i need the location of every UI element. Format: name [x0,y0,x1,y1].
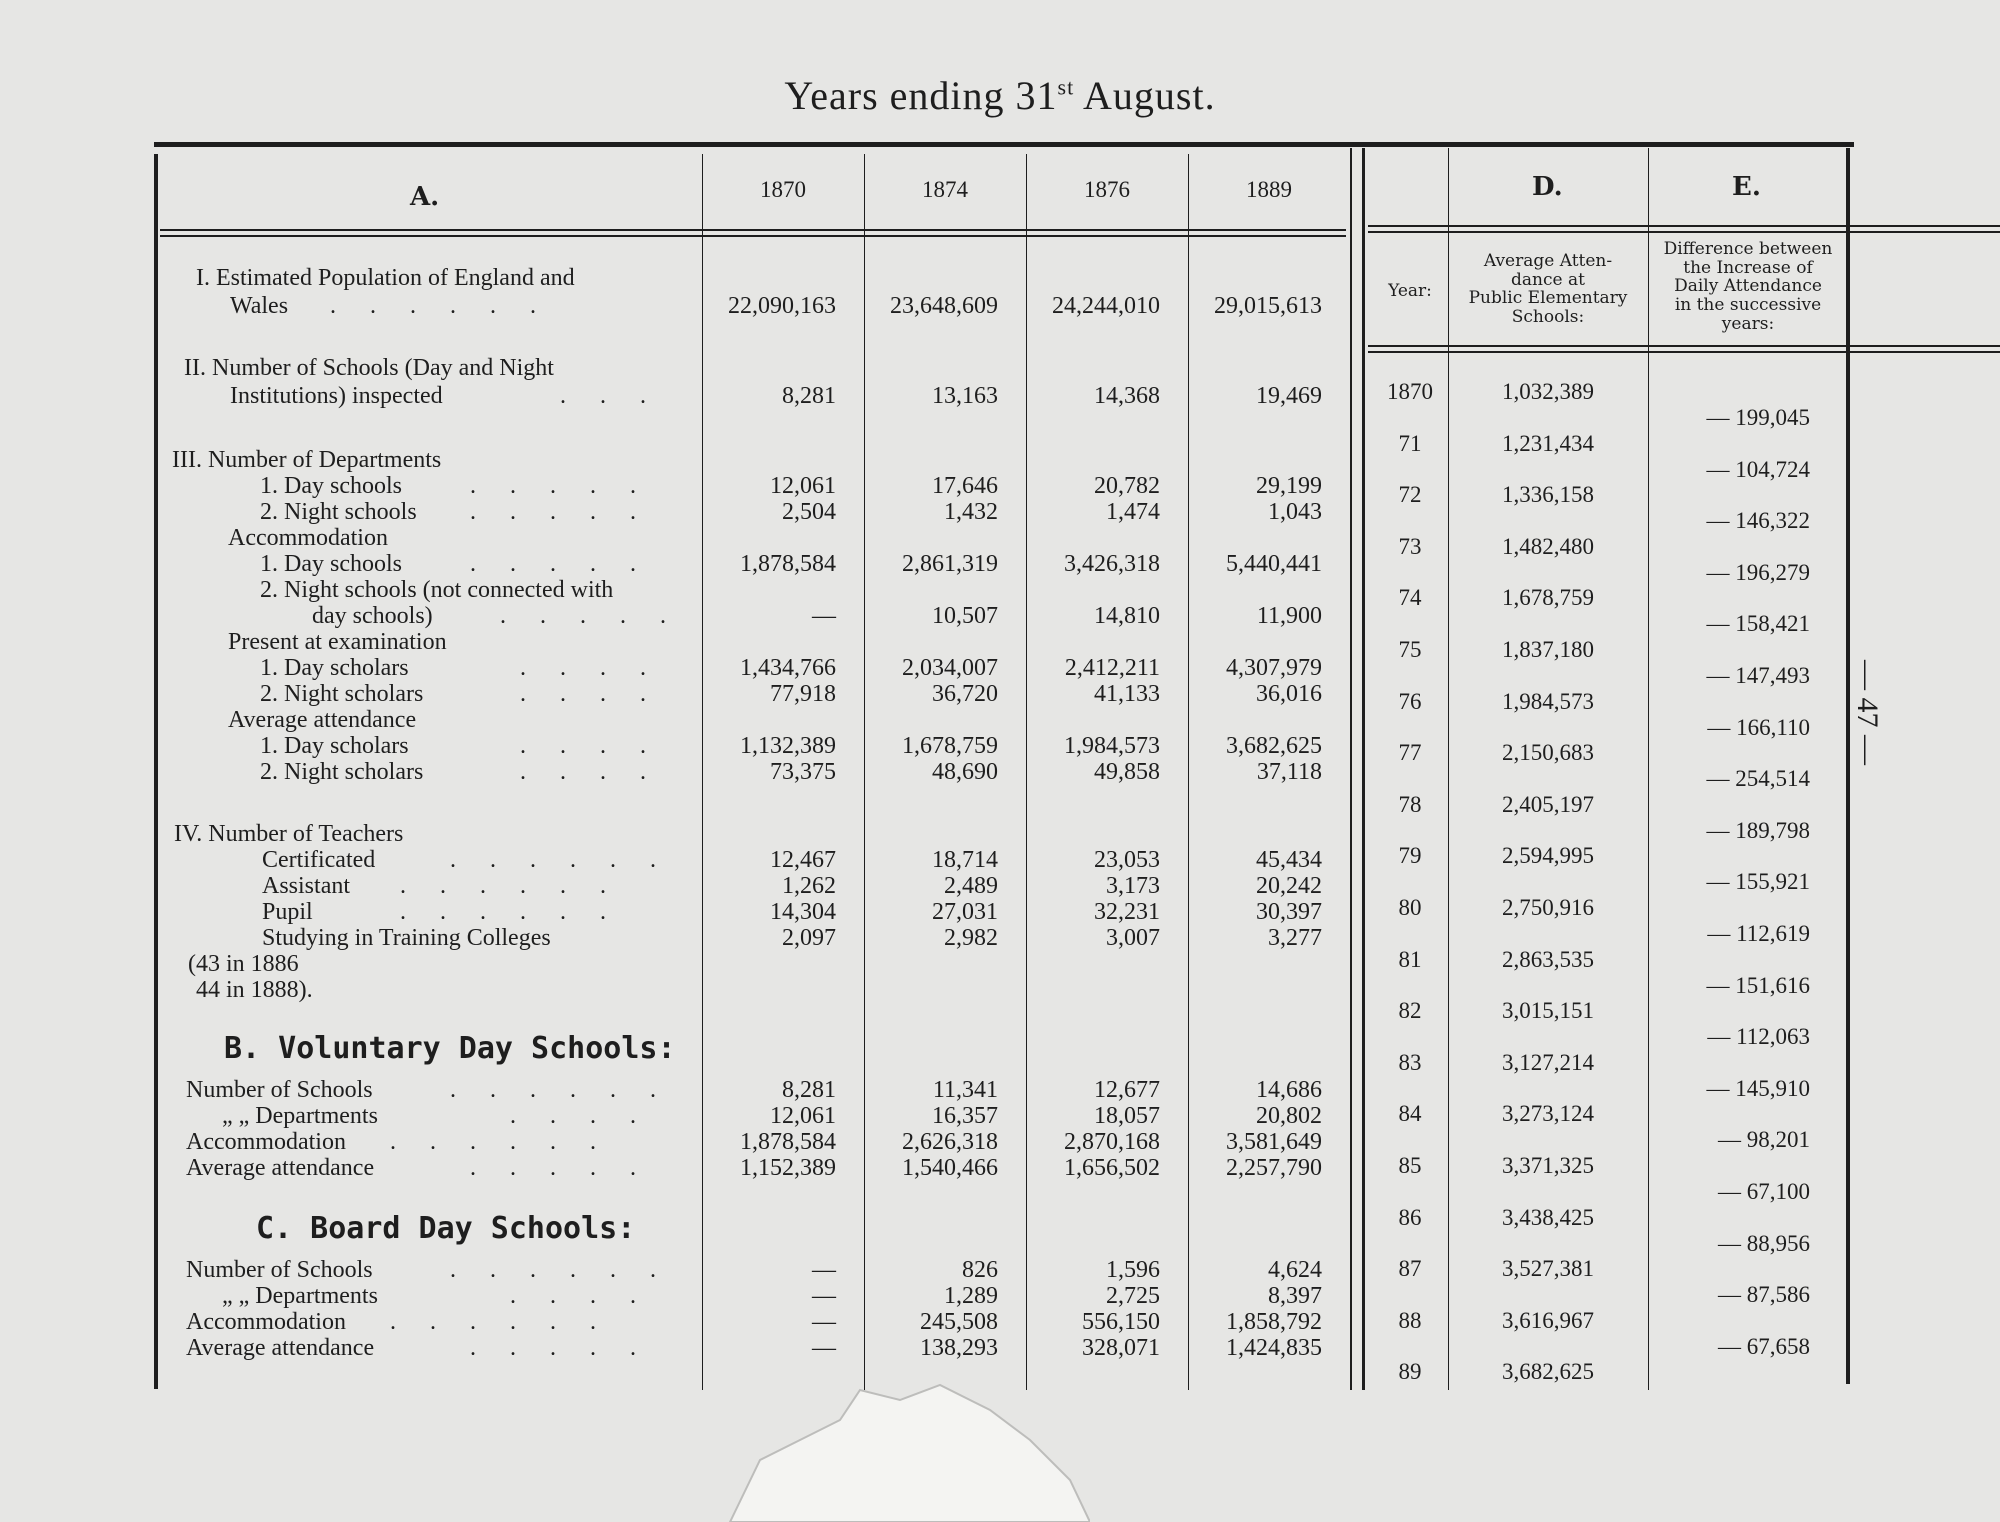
row-label: III. Number of Departments [172,447,442,473]
page-title [0,72,2000,119]
e-difference-cell: — 199,045 [1706,405,1810,430]
row-label: Wales [230,293,289,319]
cell-value: 556,150 [1082,1309,1160,1335]
section-heading: B. Voluntary Day Schools: [224,1031,676,1066]
e-difference-cell: — 196,279 [1706,560,1810,585]
cell-value: 11,900 [1256,603,1322,629]
e-difference-cell: — 112,063 [1707,1024,1810,1049]
cell-value: 2,626,318 [902,1129,998,1155]
row-label: 2. Night schools [260,499,417,525]
cell-value: — [812,1283,836,1309]
d-attendance-cell: 3,371,325 [1502,1153,1594,1178]
cell-value: — [812,1309,836,1335]
cell-value: 2,982 [944,925,998,951]
e-difference-cell: — 189,798 [1706,818,1810,843]
e-subheader-line: in the successive [1674,295,1822,316]
cell-value: 2,489 [944,873,998,899]
cell-value: 73,375 [770,759,836,785]
d-attendance-cell: 1,678,759 [1502,585,1594,610]
d-column-subheader [1450,252,1646,327]
row-label: IV. Number of Teachers [174,821,404,847]
cell-value: 1,474 [1106,499,1160,525]
d-attendance-cell: 3,527,381 [1502,1256,1594,1281]
leader-dots: . . . [560,383,660,409]
e-difference-cell: — 147,493 [1706,663,1810,688]
row-label: „ „ Departments [222,1283,378,1309]
d-year-cell: 79 [1398,843,1422,868]
cell-value: 41,133 [1094,681,1160,707]
cell-value: 1,984,573 [1064,733,1160,759]
cell-value: 5,440,441 [1226,551,1322,577]
cell-value: 2,861,319 [902,551,998,577]
cell-value: 18,714 [932,847,998,873]
cell-value: 77,918 [770,681,836,707]
e-column-subheader [1650,240,1846,333]
cell-value: 14,304 [770,899,836,925]
cell-value: 30,397 [1256,899,1322,925]
cell-value: — [812,1335,836,1361]
cell-value: 12,467 [770,847,836,873]
column-a-header: A. [410,182,440,212]
cell-value: 328,071 [1082,1335,1160,1361]
cell-value: 12,677 [1094,1077,1160,1103]
row-label: Number of Schools [186,1257,373,1283]
column-e-header: E. [1732,172,1761,202]
table-a-header-rule-2 [160,235,1346,237]
d-attendance-cell: 3,616,967 [1502,1308,1594,1333]
row-label: Accommodation [186,1309,346,1335]
d-attendance-cell: 1,984,573 [1502,689,1594,714]
title-superscript: st [1057,74,1075,100]
e-difference-cell: — 145,910 [1706,1076,1810,1101]
e-difference-cell: — 67,658 [1718,1334,1810,1359]
d-year-cell: 82 [1398,998,1422,1023]
e-subheader-line: Difference between [1663,239,1833,259]
leader-dots: . . . . . . [400,873,620,899]
cell-value: 22,090,163 [728,293,836,319]
cell-value: 17,646 [932,473,998,499]
cell-value: 826 [962,1257,998,1283]
section-heading: C. Board Day Schools: [256,1211,636,1246]
row-label: 2. Night schools (not connected with [260,577,614,603]
e-subheader-line: the Increase of [1683,257,1813,278]
table-de-column-divider-0 [1448,148,1449,1390]
e-difference-cell: — 112,619 [1707,921,1810,946]
row-label: Accommodation [228,525,388,551]
cell-value: 1,656,502 [1064,1155,1160,1181]
year-header-1876: 1876 [1084,177,1130,202]
row-label: 1. Day schools [260,473,402,499]
torn-paper-mark [690,1380,1090,1522]
table-a-header-rule-1 [160,229,1346,231]
cell-value: 32,231 [1094,899,1160,925]
cell-value: 1,878,584 [740,551,836,577]
d-subheader-line: Average Atten- [1483,251,1613,271]
d-subheader-line: dance at [1511,269,1585,290]
cell-value: — [812,1257,836,1283]
e-difference-cell: — 88,956 [1718,1231,1810,1256]
d-year-cell: 83 [1398,1050,1422,1075]
cell-value: 1,878,584 [740,1129,836,1155]
table-separator-right [1362,148,1365,1390]
leader-dots: . . . . . . [450,847,670,873]
cell-value: 20,242 [1256,873,1322,899]
cell-value: 8,281 [782,383,836,409]
cell-value: 1,434,766 [740,655,836,681]
e-difference-cell: — 166,110 [1707,715,1810,740]
d-year-cell: 84 [1398,1101,1422,1126]
leader-dots: . . . . . [470,551,650,577]
d-year-cell: 74 [1398,585,1422,610]
d-attendance-cell: 3,682,625 [1502,1359,1594,1384]
d-year-cell: 88 [1398,1308,1422,1333]
e-subheader-line: Daily Attendance [1674,276,1822,297]
d-year-cell: 73 [1398,534,1422,559]
d-year-cell: 76 [1398,689,1422,714]
cell-value: 245,508 [920,1309,998,1335]
cell-value: 1,132,389 [740,733,836,759]
row-label: Number of Schools [186,1077,373,1103]
cell-value: 3,277 [1268,925,1322,951]
cell-value: 3,581,649 [1226,1129,1322,1155]
d-subheader-line: Schools: [1511,307,1585,328]
cell-value: 3,007 [1106,925,1160,951]
cell-value: 8,281 [782,1077,836,1103]
cell-value: 1,596 [1106,1257,1160,1283]
cell-value: 3,173 [1106,873,1160,899]
e-difference-cell: — 158,421 [1706,611,1810,636]
cell-value: 3,682,625 [1226,733,1322,759]
table-de-subheader-rule-2 [1368,351,2000,353]
e-difference-cell: — 67,100 [1718,1179,1810,1204]
table-de-right-border [1846,148,1850,1384]
d-year-cell: 85 [1398,1153,1422,1178]
leader-dots: . . . . . . [390,1309,610,1335]
cell-value: 27,031 [932,899,998,925]
cell-value: 1,043 [1268,499,1322,525]
table-a-left-border [154,154,158,1389]
leader-dots: . . . . [510,1283,650,1309]
cell-value: 1,424,835 [1226,1335,1322,1361]
column-d-header: D. [1532,172,1563,202]
d-year-cell: 75 [1398,637,1422,662]
title-tail: August. [1074,73,1216,118]
d-year-cell: 72 [1398,482,1422,507]
d-year-cell: 1870 [1387,379,1433,404]
leader-dots: . . . . . [470,1155,650,1181]
cell-value: 10,507 [932,603,998,629]
row-label: „ „ Departments [222,1103,378,1129]
e-difference-cell: — 151,616 [1706,973,1810,998]
leader-dots: . . . . [520,733,660,759]
row-label: Accommodation [186,1129,346,1155]
cell-value: — [812,603,836,629]
row-label: (43 in 1886 [188,951,299,977]
page-number: — 47 — [1851,660,1884,765]
e-difference-cell: — 98,201 [1718,1127,1810,1152]
leader-dots: . . . . . . [450,1077,670,1103]
row-label: 44 in 1888). [196,977,313,1003]
row-label: Certificated [262,847,376,873]
cell-value: 18,057 [1094,1103,1160,1129]
leader-dots: . . . . . [470,499,650,525]
cell-value: 2,504 [782,499,836,525]
row-label: Assistant [262,873,351,899]
cell-value: 8,397 [1268,1283,1322,1309]
e-difference-cell: — 146,322 [1706,508,1810,533]
d-year-cell: 81 [1398,947,1422,972]
cell-value: 138,293 [920,1335,998,1361]
d-attendance-cell: 3,438,425 [1502,1205,1594,1230]
d-attendance-cell: 2,150,683 [1502,740,1594,765]
cell-value: 14,810 [1094,603,1160,629]
cell-value: 2,257,790 [1226,1155,1322,1181]
d-attendance-cell: 1,837,180 [1502,637,1594,662]
cell-value: 2,870,168 [1064,1129,1160,1155]
cell-value: 48,690 [932,759,998,785]
year-header-1889: 1889 [1246,177,1292,202]
d-year-cell: 78 [1398,792,1422,817]
d-year-cell: 77 [1398,740,1422,765]
row-label: 1. Day scholars [260,733,409,759]
cell-value: 1,262 [782,873,836,899]
cell-value: 29,199 [1256,473,1322,499]
row-label: II. Number of Schools (Day and Night [184,355,554,381]
leader-dots: . . . . . . [450,1257,670,1283]
cell-value: 20,802 [1256,1103,1322,1129]
leader-dots: . . . . [520,759,660,785]
leader-dots: . . . . . . [400,899,620,925]
table-de-header-rule-1 [1368,225,2000,227]
d-year-cell: 89 [1398,1359,1422,1384]
leader-dots: . . . . [510,1103,650,1129]
row-label: Average attendance [186,1335,375,1361]
d-attendance-cell: 1,032,389 [1502,379,1594,404]
cell-value: 11,341 [932,1077,998,1103]
d-year-cell: 87 [1398,1256,1422,1281]
cell-value: 2,097 [782,925,836,951]
d-attendance-cell: 2,594,995 [1502,843,1594,868]
d-attendance-cell: 1,336,158 [1502,482,1594,507]
cell-value: 13,163 [932,383,998,409]
cell-value: 12,061 [770,473,836,499]
leader-dots: . . . . . [500,603,680,629]
e-difference-cell: — 254,514 [1706,766,1810,791]
cell-value: 29,015,613 [1214,293,1322,319]
cell-value: 36,016 [1256,681,1322,707]
row-label: day schools) [312,603,433,629]
cell-value: 2,412,211 [1064,655,1160,681]
cell-value: 45,434 [1256,847,1322,873]
d-year-cell: 80 [1398,895,1422,920]
d-subheader-line: Public Elementary [1468,288,1628,309]
d-year-label: Year: [1388,281,1432,301]
row-label: Present at examination [228,629,447,655]
table-separator-left [1350,148,1352,1390]
d-attendance-cell: 2,750,916 [1502,895,1594,920]
cell-value: 12,061 [770,1103,836,1129]
row-label: I. Estimated Population of England and [196,265,575,291]
row-label: Institutions) inspected [230,383,443,409]
cell-value: 49,858 [1094,759,1160,785]
cell-value: 1,540,466 [902,1155,998,1181]
cell-value: 1,432 [944,499,998,525]
row-label: 1. Day scholars [260,655,409,681]
row-label: Average attendance [186,1155,375,1181]
e-difference-cell: — 155,921 [1706,869,1810,894]
row-label: Pupil [262,899,313,925]
cell-value: 4,624 [1268,1257,1322,1283]
row-label: 2. Night scholars [260,759,424,785]
leader-dots: . . . . . [470,473,650,499]
leader-dots: . . . . . . [390,1129,610,1155]
table-top-rule [154,142,1854,147]
year-header-1874: 1874 [922,177,968,202]
cell-value: 1,678,759 [902,733,998,759]
table-de-header-rule-2 [1368,231,2000,233]
cell-value: 1,289 [944,1283,998,1309]
row-label: 2. Night scholars [260,681,424,707]
cell-value: 19,469 [1256,383,1322,409]
d-year-cell: 71 [1398,431,1422,456]
leader-dots: . . . . [520,681,660,707]
leader-dots: . . . . . . [330,293,550,319]
cell-value: 1,858,792 [1226,1309,1322,1335]
leader-dots: . . . . [520,655,660,681]
cell-value: 1,152,389 [740,1155,836,1181]
cell-value: 24,244,010 [1052,293,1160,319]
d-year-cell: 86 [1398,1205,1422,1230]
title-text: Years ending 31 [784,73,1058,118]
d-attendance-cell: 3,127,214 [1502,1050,1594,1075]
d-attendance-cell: 3,273,124 [1502,1101,1594,1126]
cell-value: 14,686 [1256,1077,1322,1103]
table-de-column-divider-1 [1648,148,1649,1390]
cell-value: 23,648,609 [890,293,998,319]
cell-value: 3,426,318 [1064,551,1160,577]
d-attendance-cell: 2,863,535 [1502,947,1594,972]
e-difference-cell: — 104,724 [1706,457,1810,482]
table-de-subheader-rule-1 [1368,345,2000,347]
cell-value: 23,053 [1094,847,1160,873]
e-difference-cell: — 87,586 [1718,1282,1810,1307]
year-header-1870: 1870 [760,177,806,202]
d-attendance-cell: 3,015,151 [1502,998,1594,1023]
d-attendance-cell: 2,405,197 [1502,792,1594,817]
cell-value: 20,782 [1094,473,1160,499]
cell-value: 16,357 [932,1103,998,1129]
cell-value: 37,118 [1256,759,1322,785]
row-label: 1. Day schools [260,551,402,577]
d-attendance-cell: 1,482,480 [1502,534,1594,559]
leader-dots: . . . . . [470,1335,650,1361]
cell-value: 2,725 [1106,1283,1160,1309]
row-label: Average attendance [228,707,417,733]
d-attendance-cell: 1,231,434 [1502,431,1594,456]
cell-value: 2,034,007 [902,655,998,681]
cell-value: 14,368 [1094,383,1160,409]
e-subheader-line: years: [1721,313,1775,334]
cell-value: 36,720 [932,681,998,707]
cell-value: 4,307,979 [1226,655,1322,681]
row-label: Studying in Training Colleges [262,925,551,951]
